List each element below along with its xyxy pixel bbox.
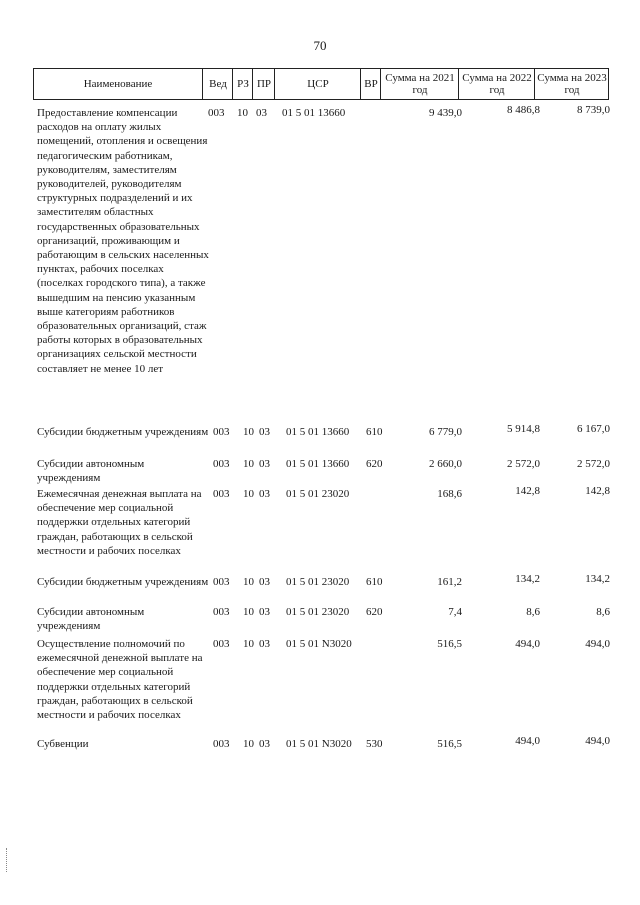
row-sum-2023: 134,2 (585, 573, 610, 585)
row-ved: 003 (213, 576, 230, 588)
row-rz: 10 (243, 426, 254, 438)
row-name: Осуществление полномочий по ежемесячной денежной выплате на обеспечение мер социальной поддержки отдельных категорий граждан, работающих в сельской местности и рабочих поселках (37, 638, 203, 722)
row-ved: 003 (213, 638, 230, 650)
row-vr: 620 (366, 458, 383, 470)
row-sum-2023: 494,0 (585, 638, 610, 650)
header-csr: ЦСР (274, 69, 361, 99)
row-ved: 003 (213, 426, 230, 438)
row-rz: 10 (237, 107, 248, 119)
row-sum-2023: 142,8 (585, 485, 610, 497)
header-vr: ВР (360, 69, 381, 99)
row-sum-2022: 2 572,0 (507, 458, 540, 470)
header-ved: Вед (202, 69, 233, 99)
header-name: Наименование (83, 78, 153, 90)
page-number: 70 (313, 38, 327, 53)
row-sum-2022: 494,0 (515, 735, 540, 747)
row-sum-2022: 8 486,8 (507, 104, 540, 116)
row-pr: 03 (256, 107, 267, 119)
row-csr: 01 5 01 N3020 (286, 738, 352, 750)
header-pr: ПР (252, 69, 275, 99)
row-pr: 03 (259, 426, 270, 438)
row-sum-2021: 7,4 (448, 606, 462, 618)
row-vr: 610 (366, 576, 383, 588)
header-sum-2023: Сумма на 2023 год (534, 69, 609, 99)
row-name: Предоставление компенсации расходов на оплату жилых помещений, отопления и освещения педагогическим работникам, руководителям, заместителям руководителей, руководителям структурных подразделений и их заместителям областных государственных образовательных организаций, проживающим и работающим в сельских населенных пунктах, рабочих поселках (поселках городского типа), а также вышедшим на пенсию указанным выше категориям работников образовательных организаций, стаж работы которых в образовательных организациях сельской местности составляет не менее 10 лет (37, 107, 209, 375)
row-csr: 01 5 01 N3020 (286, 638, 352, 650)
row-sum-2021: 516,5 (437, 638, 462, 650)
row-sum-2022: 5 914,8 (507, 423, 540, 435)
row-csr: 01 5 01 23020 (286, 606, 350, 618)
row-rz: 10 (243, 458, 254, 470)
row-sum-2022: 134,2 (515, 573, 540, 585)
row-pr: 03 (259, 606, 270, 618)
row-rz: 10 (243, 738, 254, 750)
row-sum-2021: 9 439,0 (429, 107, 462, 119)
row-csr: 01 5 01 13660 (286, 458, 350, 470)
header-sum-2021: Сумма на 2021 год (380, 69, 459, 99)
row-sum-2021: 516,5 (437, 738, 462, 750)
row-vr: 620 (366, 606, 383, 618)
row-rz: 10 (243, 576, 254, 588)
header-sum-2022: Сумма на 2022 год (458, 69, 535, 99)
row-rz: 10 (243, 488, 254, 500)
row-pr: 03 (259, 488, 270, 500)
row-csr: 01 5 01 13660 (286, 426, 350, 438)
row-pr: 03 (259, 738, 270, 750)
row-sum-2022: 142,8 (515, 485, 540, 497)
row-ved: 003 (213, 606, 230, 618)
row-csr: 01 5 01 13660 (282, 107, 346, 119)
row-name: Субсидии автономным учреждениям (37, 606, 145, 633)
row-ved: 003 (213, 458, 230, 470)
row-name: Субсидии автономным учреждениям (37, 458, 145, 485)
table-header (33, 68, 609, 100)
row-pr: 03 (259, 576, 270, 588)
row-ved: 003 (213, 488, 230, 500)
row-sum-2023: 8,6 (596, 606, 610, 618)
row-vr: 610 (366, 426, 383, 438)
row-sum-2023: 6 167,0 (577, 423, 610, 435)
row-pr: 03 (259, 638, 270, 650)
row-sum-2022: 494,0 (515, 638, 540, 650)
row-name: Субвенции (37, 738, 89, 750)
row-sum-2023: 2 572,0 (577, 458, 610, 470)
row-ved: 003 (213, 738, 230, 750)
row-vr: 530 (366, 738, 383, 750)
row-csr: 01 5 01 23020 (286, 488, 350, 500)
row-name: Ежемесячная денежная выплата на обеспечение мер социальной поддержки отдельных категорий граждан, работающих в сельской местности и рабочих поселках (37, 488, 202, 557)
row-rz: 10 (243, 638, 254, 650)
row-rz: 10 (243, 606, 254, 618)
row-sum-2023: 8 739,0 (577, 104, 610, 116)
row-sum-2021: 161,2 (437, 576, 462, 588)
row-csr: 01 5 01 23020 (286, 576, 350, 588)
row-sum-2021: 6 779,0 (429, 426, 462, 438)
header-rz: РЗ (232, 69, 253, 99)
scan-margin-marks (6, 848, 9, 872)
row-name: Субсидии бюджетным учреждениям (37, 576, 209, 588)
row-sum-2021: 2 660,0 (429, 458, 462, 470)
row-sum-2021: 168,6 (437, 488, 462, 500)
row-sum-2022: 8,6 (526, 606, 540, 618)
row-ved: 003 (208, 107, 225, 119)
row-name: Субсидии бюджетным учреждениям (37, 426, 209, 438)
row-pr: 03 (259, 458, 270, 470)
row-sum-2023: 494,0 (585, 735, 610, 747)
